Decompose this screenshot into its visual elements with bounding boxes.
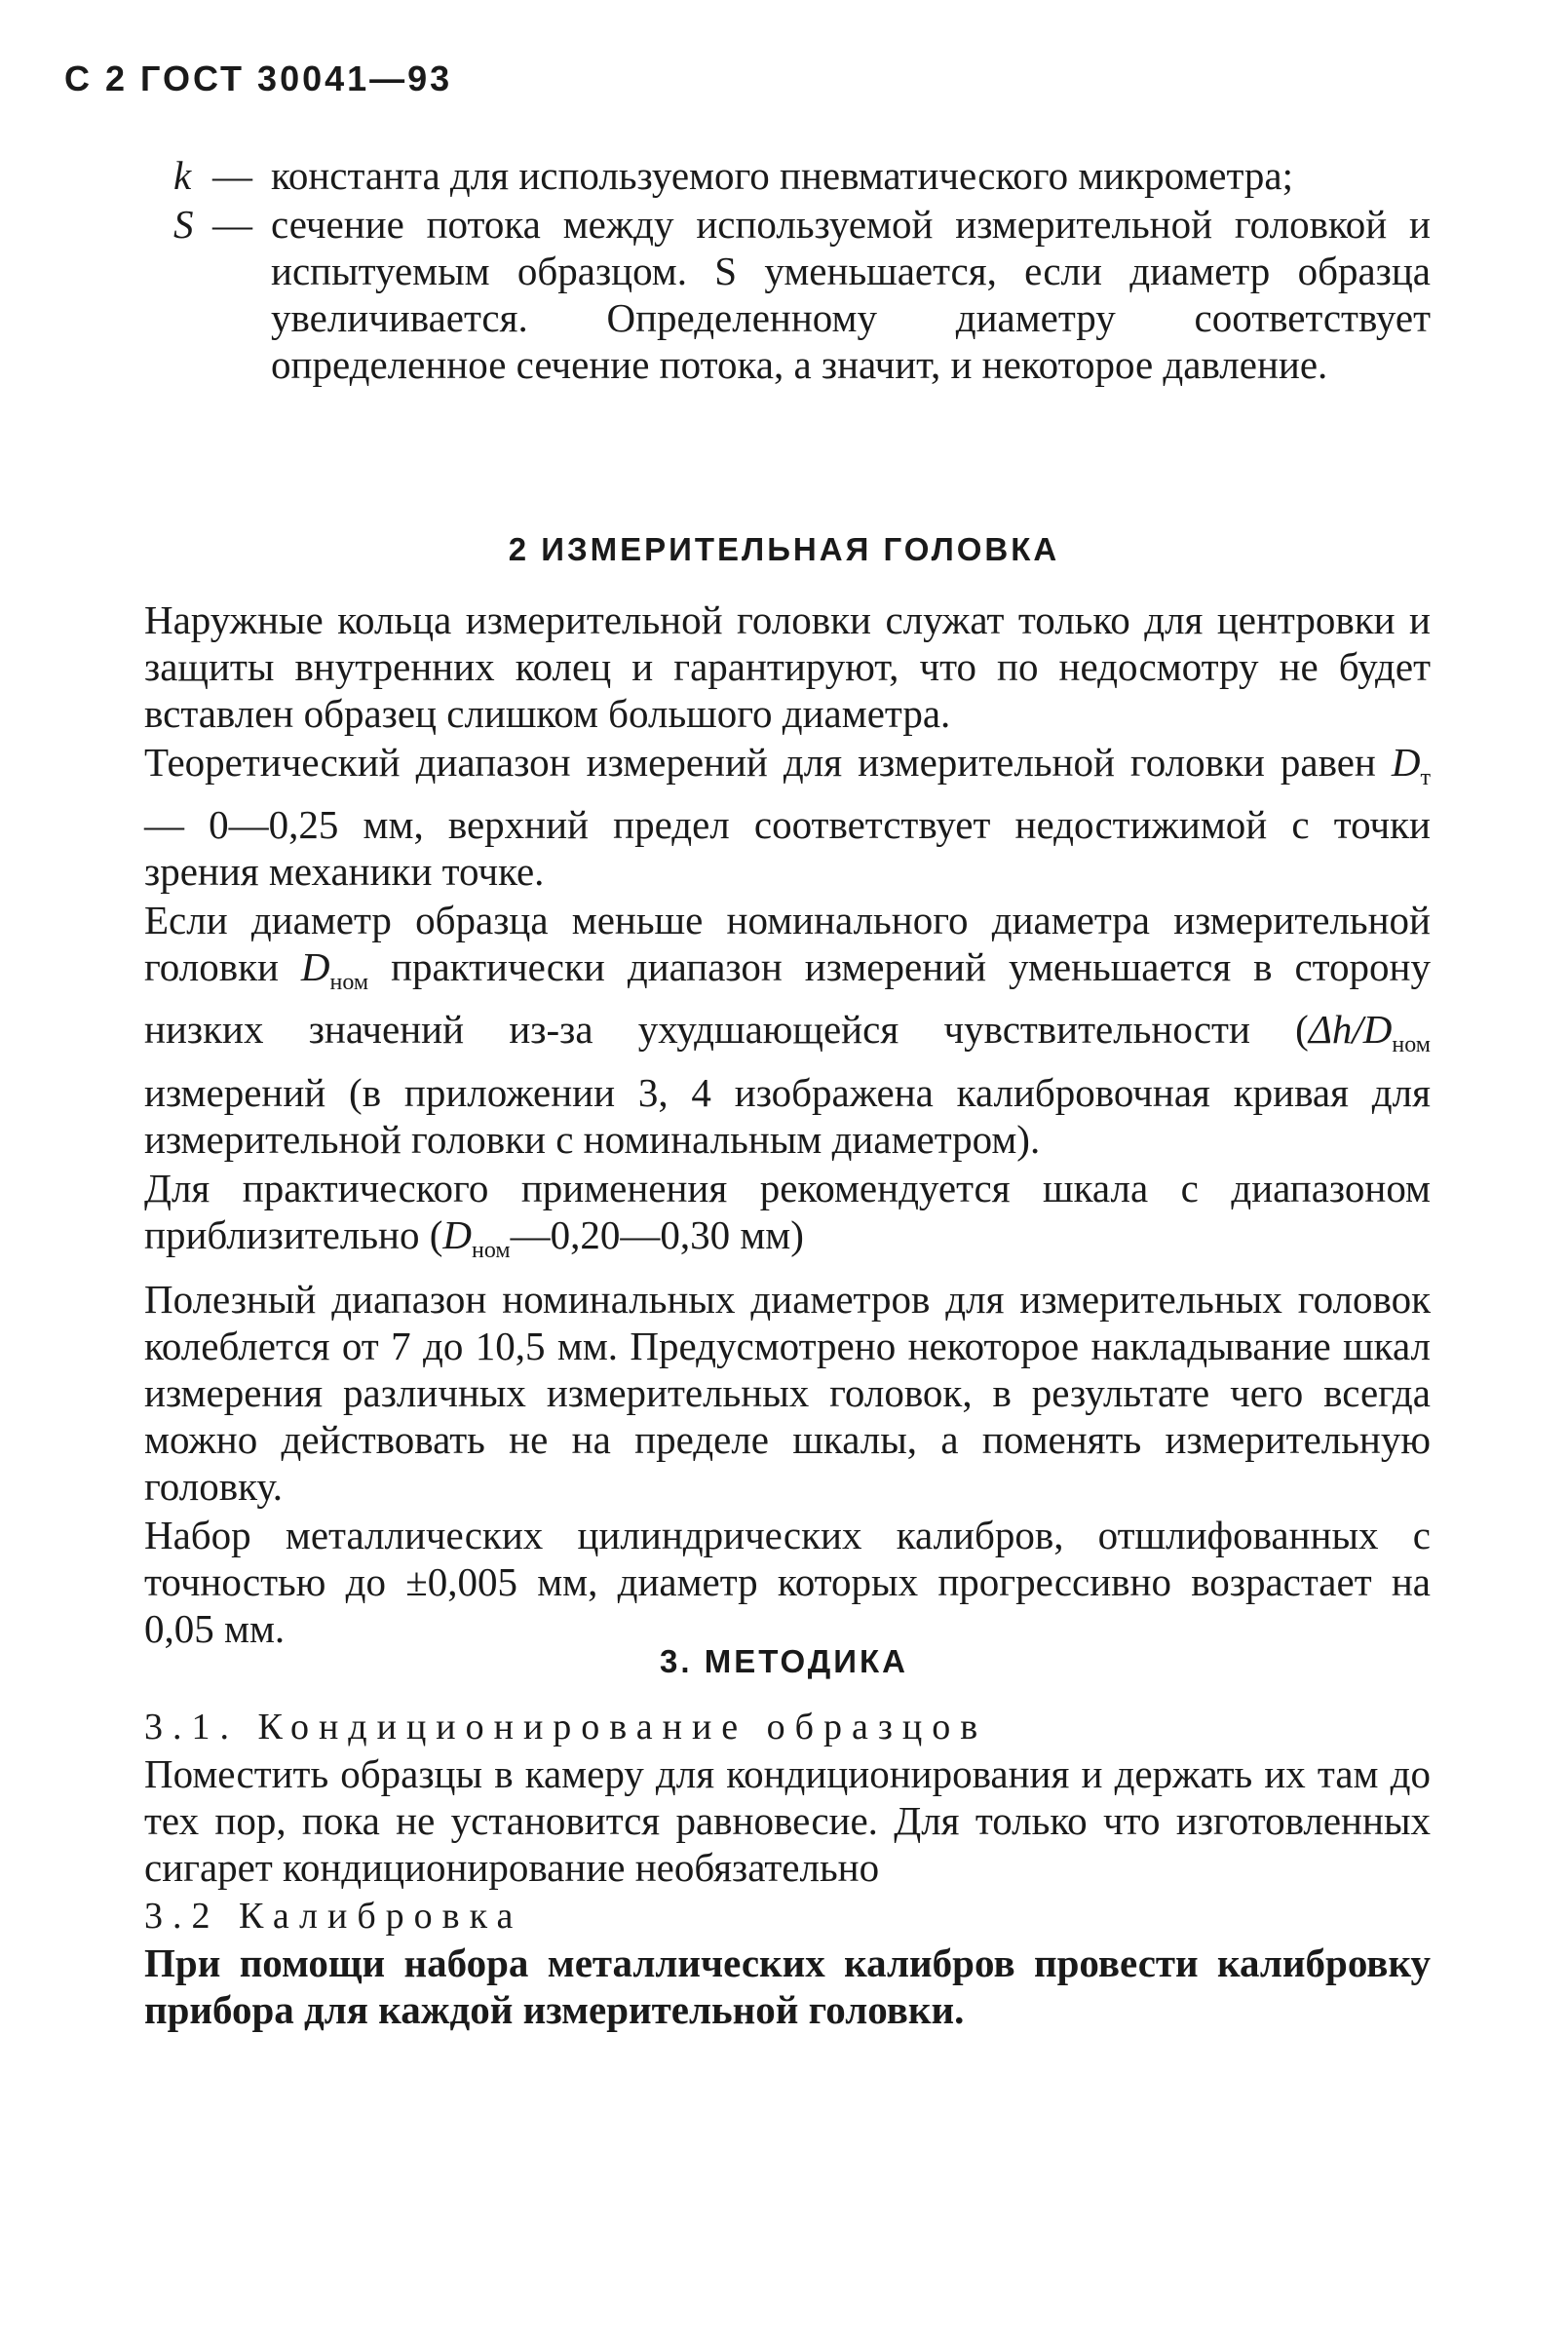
text-run: Если диаметр образца меньше номинального диаметра измерительной головки	[144, 898, 1431, 990]
definition-symbol: S	[173, 202, 194, 247]
section-3-body	[144, 1704, 1431, 2035]
text-run: практически диапазон измерений уменьшается в сторону низких значений из-за ухудшающейся чувствительности (	[144, 944, 1431, 1053]
subsection-heading: 3.1. Кондиционирование образцов	[144, 1707, 988, 1747]
text-run: —0,20—0,30 мм)	[510, 1211, 804, 1257]
section-title-measuring-head: 2 ИЗМЕРИТЕЛЬНАЯ ГОЛОВКА	[508, 531, 1060, 567]
paragraph-range	[144, 739, 1431, 895]
definition-text: константа для используемого пневматического микрометра;	[271, 153, 1294, 198]
definition-s	[173, 201, 1431, 388]
text-run: Теоретический диапазон измерений для измерительной головки равен	[144, 740, 1392, 785]
definition-k	[173, 152, 1431, 199]
subscript: ном	[329, 970, 369, 996]
paragraph: Полезный диапазон номинальных диаметров для измерительных головок колеблется от 7 до 10,5 мм. Предусмотрено некоторое накладывание шкал измерения различных измерительных головок, в результате чего всегда можно действовать не на пределе шкалы, а поменять измерительную головку.	[144, 1276, 1431, 1509]
subscript: ном	[472, 1237, 511, 1263]
section-title-method: 3. МЕТОДИКА	[660, 1643, 908, 1679]
subscript: т	[1420, 765, 1431, 791]
text-run: — 0—0,25 мм, верхний предел соответствует недостижимой с точки зрения механики точке.	[144, 802, 1431, 895]
subsection-heading: 3.2 Калибровка	[144, 1896, 523, 1937]
paragraph-sensitivity	[144, 897, 1431, 1162]
subscript: ном	[1392, 1032, 1431, 1058]
definition-dash: —	[212, 153, 252, 198]
definition-dash: —	[212, 202, 252, 247]
text-run: измерений (в приложении 3, 4 изображена калибровочная кривая для измерительной головки с номинальным диаметром).	[144, 1069, 1431, 1162]
paragraph: Наружные кольца измерительной головки служат только для центровки и защиты внутренних колец и гарантируют, что по недосмотру не будет вставлен образец слишком большого диаметра.	[144, 597, 1431, 736]
definition-list	[173, 152, 1431, 390]
text-run: Для практического применения рекомендуется шкала с диапазоном приблизительно (	[144, 1165, 1431, 1257]
paragraph: Поместить образцы в камеру для кондиционирования и держать их там до тех пор, пока не установится равновесие. Для только что изготовленных сигарет кондиционирование необязательно	[144, 1751, 1431, 1890]
paragraph: Набор металлических цилиндрических калибров, отшлифованных с точностью до ±0,005 мм, диаметр которых прогрессивно возрастает на 0,05 мм.	[144, 1512, 1431, 1651]
symbol: D	[300, 944, 330, 990]
definition-symbol: k	[173, 153, 192, 198]
definition-text: сечение потока между используемой измерительной головкой и испытуемым образцом. S уменьшается, если диаметр образца увеличивается. Определенному диаметру соответствует определенное сечение потока, а значит, и некоторое давление.	[271, 202, 1431, 387]
paragraph: При помощи набора металлических калибров провести калибровку прибора для каждой измерительной головки.	[144, 1940, 1431, 2032]
paragraph-scale	[144, 1165, 1431, 1274]
symbol: D	[1391, 740, 1421, 785]
symbol: D	[442, 1211, 472, 1257]
section-2-body	[144, 596, 1431, 1654]
symbol: Δh/D	[1308, 1007, 1393, 1053]
page-header: С 2 ГОСТ 30041—93	[64, 58, 453, 98]
